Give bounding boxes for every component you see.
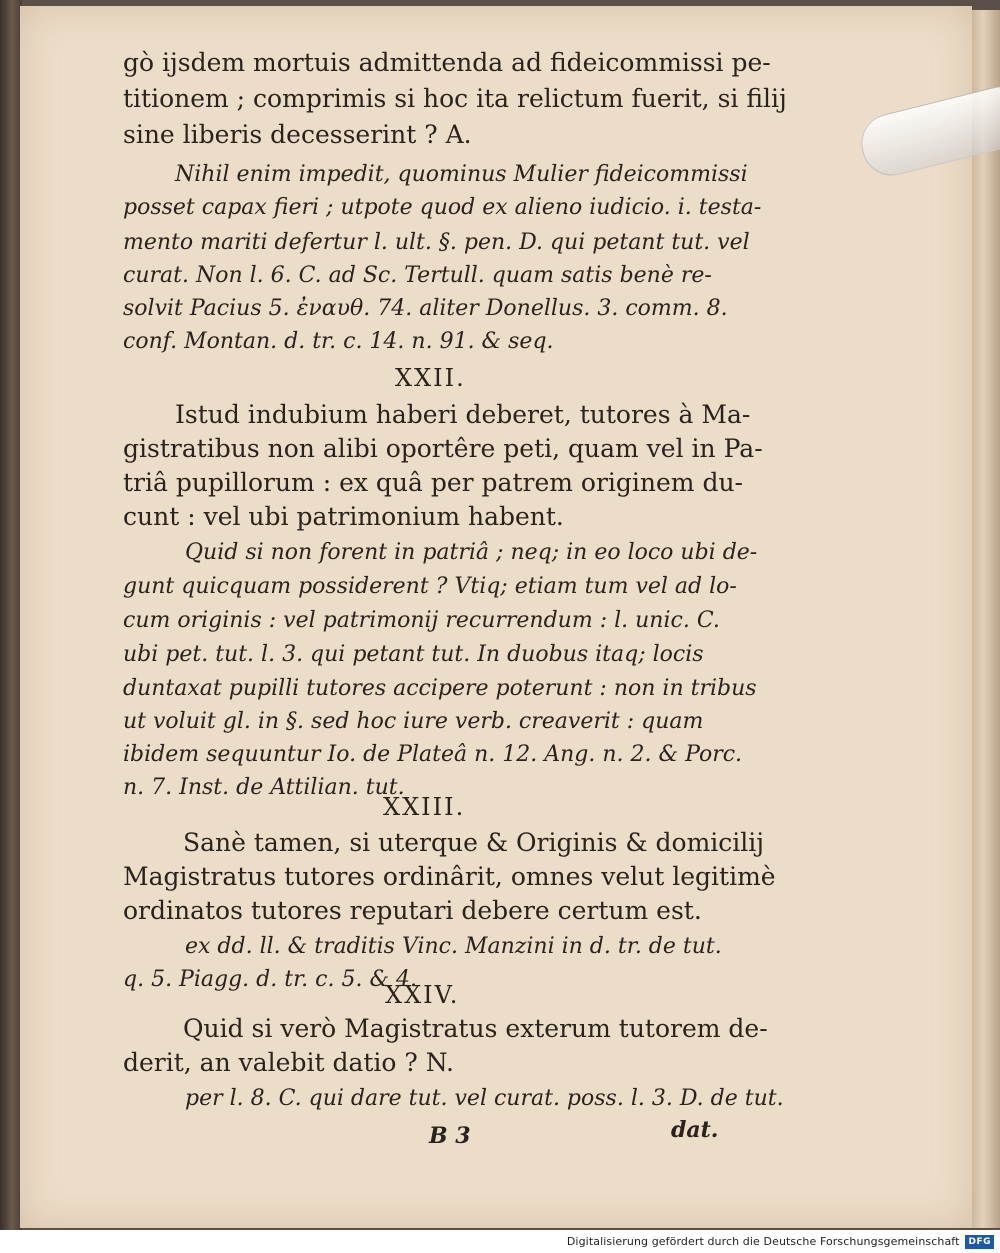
- text-line: ibidem sequuntur Io. de Plateâ n. 12. Ang. n. 2. & Porc.: [123, 742, 743, 767]
- section-number: XXIV.: [385, 981, 460, 1009]
- text-line: ut voluit gl. in §. sed hoc iure verb. creaverit : quam: [123, 709, 704, 734]
- dfg-logo: DFG: [965, 1235, 994, 1249]
- text-line: Quid si non forent in patriâ ; neq; in eo loco ubi de-: [185, 540, 758, 565]
- text-line: Sanè tamen, si uterque & Originis & domicilij: [183, 828, 765, 857]
- text-line: Magistratus tutores ordinârit, omnes velut legitimè: [123, 862, 776, 891]
- text-line: ordinatos tutores reputari debere certum est.: [123, 896, 702, 925]
- text-line: n. 7. Inst. de Attilian. tut.: [123, 775, 405, 800]
- text-line: Istud indubium haberi deberet, tutores à Ma-: [175, 400, 751, 429]
- text-line: sine liberis decesserint ? A.: [123, 120, 472, 149]
- text-line: cunt : vel ubi patrimonium habent.: [123, 502, 564, 531]
- text-line: posset capax fieri ; utpote quod ex alieno iudicio. i. testa-: [123, 195, 762, 220]
- text-line: ubi pet. tut. l. 3. qui petant tut. In duobus itaq; locis: [123, 642, 704, 667]
- text-line: Nihil enim impedit, quominus Mulier fideicommissi: [175, 162, 748, 187]
- signature-mark: B 3: [429, 1123, 471, 1149]
- text-line: conf. Montan. d. tr. c. 14. n. 91. & seq.: [123, 329, 554, 354]
- catchword: dat.: [671, 1117, 719, 1143]
- text-line: ex dd. ll. & traditis Vinc. Manzini in d. tr. de tut.: [185, 934, 722, 959]
- footer-bar: [0, 1230, 1000, 1253]
- text-line: Quid si verò Magistratus exterum tutorem de-: [183, 1014, 768, 1043]
- text-line: mento mariti defertur l. ult. §. pen. D. qui petant tut. vel: [123, 230, 750, 255]
- section-number: XXII.: [395, 364, 466, 392]
- text-line: duntaxat pupilli tutores accipere poterunt : non in tribus: [123, 676, 757, 701]
- text-line: titionem ; comprimis si hoc ita relictum fuerit, si filij: [123, 84, 787, 113]
- section-number: XXIII.: [383, 793, 466, 821]
- text-line: gistratibus non alibi oportêre peti, quam vel in Pa-: [123, 434, 763, 463]
- text-line: solvit Pacius 5. ἐναυθ. 74. aliter Donellus. 3. comm. 8.: [123, 296, 728, 321]
- footer-credit: Digitalisierung gefördert durch die Deutsche Forschungsgemeinschaft: [566, 1235, 960, 1248]
- text-line: curat. Non l. 6. C. ad Sc. Tertull. quam satis benè re-: [123, 263, 712, 288]
- text-line: gò ijsdem mortuis admittenda ad fideicommissi pe-: [123, 48, 771, 77]
- text-line: q. 5. Piagg. d. tr. c. 5. & 4.: [123, 967, 418, 992]
- text-line: gunt quicquam possiderent ? Vtiq; etiam tum vel ad lo-: [123, 574, 737, 599]
- text-line: per l. 8. C. qui dare tut. vel curat. poss. l. 3. D. de tut.: [185, 1086, 784, 1111]
- text-line: triâ pupillorum : ex quâ per patrem originem du-: [123, 468, 744, 497]
- text-line: derit, an valebit datio ? N.: [123, 1048, 454, 1077]
- text-line: cum originis : vel patrimonij recurrendum : l. unic. C.: [123, 608, 720, 633]
- page-edge: [972, 10, 1000, 1228]
- book-spine: [0, 0, 22, 1230]
